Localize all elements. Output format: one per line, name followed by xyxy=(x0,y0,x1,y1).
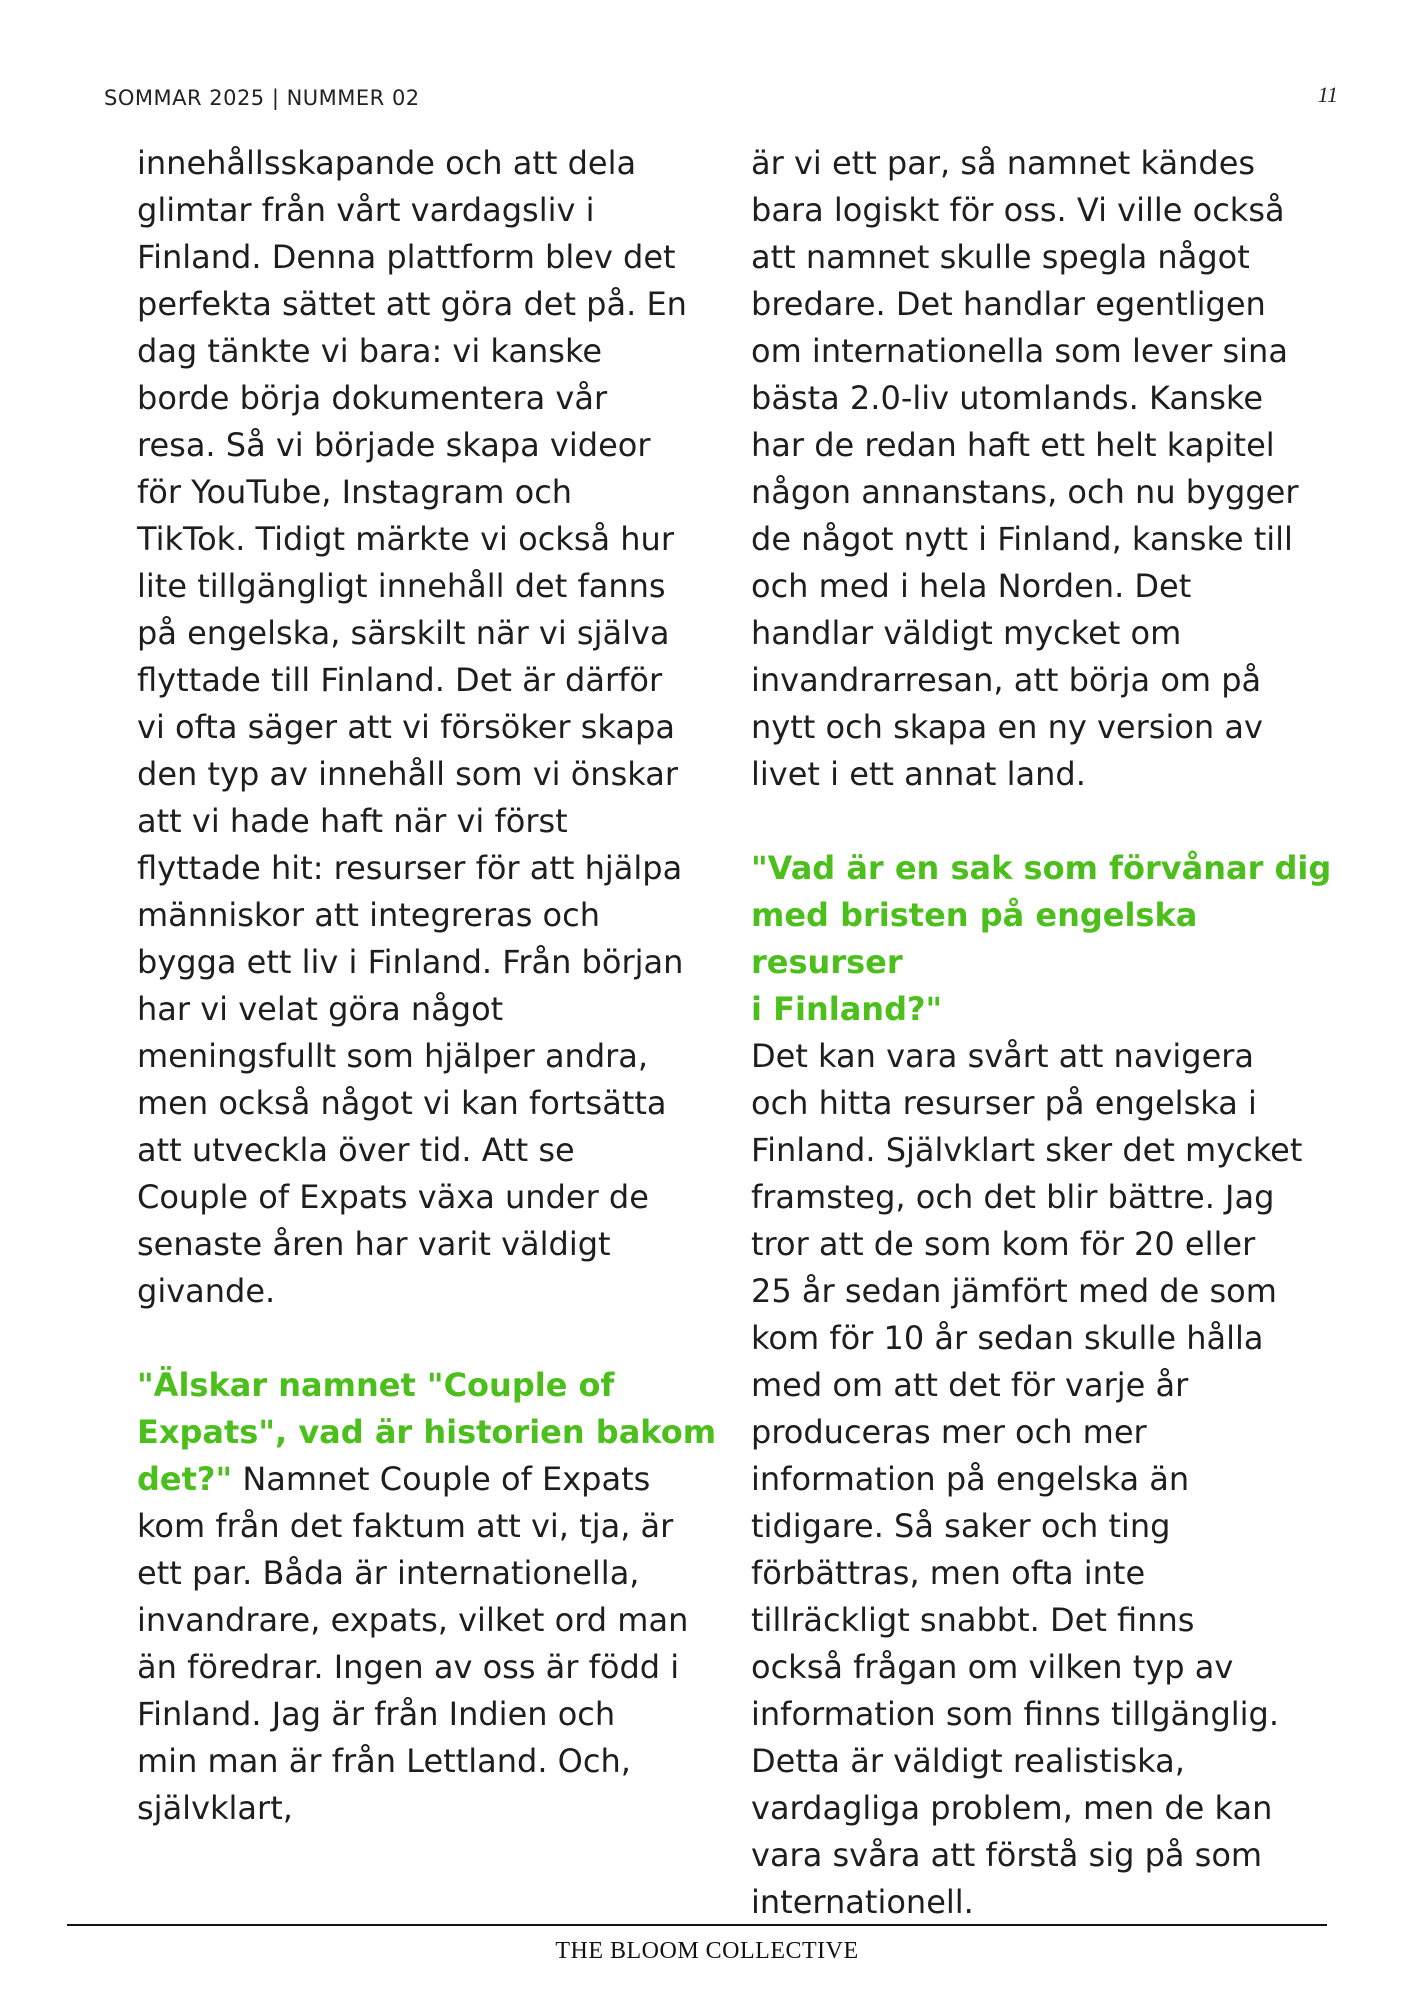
text-line: bredare. Det handlar egentligen xyxy=(751,285,1266,323)
text-line: vardagliga problem, men de kan xyxy=(751,1789,1273,1827)
text-line: handlar väldigt mycket om xyxy=(751,614,1182,652)
question-heading: med bristen på engelska resurser xyxy=(751,896,1198,981)
text-line: borde börja dokumentera vår xyxy=(137,379,608,417)
text-line: bygga ett liv i Finland. Från början xyxy=(137,943,684,981)
right-column xyxy=(751,140,1333,1926)
left-column xyxy=(137,140,719,1832)
text-line: vi ofta säger att vi försöker skapa xyxy=(137,708,675,746)
question-answer-line xyxy=(137,1456,719,1503)
text-line: invandrarresan, att börja om på xyxy=(751,661,1262,699)
text-line: någon annanstans, och nu bygger xyxy=(751,473,1299,511)
text-line: information på engelska än xyxy=(751,1460,1190,1498)
paragraph-gap xyxy=(137,1315,719,1362)
text-line: människor att integreras och xyxy=(137,896,600,934)
text-line: kom från det faktum att vi, tja, är xyxy=(137,1507,674,1545)
text-line: internationell. xyxy=(751,1883,974,1921)
question-heading: Expats", vad är historien bakom xyxy=(137,1413,717,1451)
text-line: tillräckligt snabbt. Det finns xyxy=(751,1601,1195,1639)
text-line: de något nytt i Finland, kanske till xyxy=(751,520,1293,558)
text-line: Det kan vara svårt att navigera xyxy=(751,1037,1255,1075)
text-line: givande. xyxy=(137,1272,276,1310)
text-line: 25 år sedan jämfört med de som xyxy=(751,1272,1277,1310)
text-line: och hitta resurser på engelska i xyxy=(751,1084,1257,1122)
text-line: att vi hade haft när vi först xyxy=(137,802,568,840)
issue-label: SOMMAR 2025 | NUMMER 02 xyxy=(104,86,420,110)
text-line: livet i ett annat land. xyxy=(751,755,1086,793)
text-line: senaste åren har varit väldigt xyxy=(137,1225,611,1263)
text-line: är vi ett par, så namnet kändes xyxy=(751,144,1256,182)
text-line: att namnet skulle spegla något xyxy=(751,238,1250,276)
text-line: men också något vi kan fortsätta xyxy=(137,1084,667,1122)
text-line: Finland. Självklart sker det mycket xyxy=(751,1131,1303,1169)
question-heading: det?" xyxy=(137,1460,233,1498)
question-heading: "Vad är en sak som förvånar dig xyxy=(751,849,1332,887)
text-line: bästa 2.0-liv utomlands. Kanske xyxy=(751,379,1263,417)
text-line: meningsfullt som hjälper andra, xyxy=(137,1037,649,1075)
text-line: information som finns tillgänglig. xyxy=(751,1695,1280,1733)
text-line: TikTok. Tidigt märkte vi också hur xyxy=(137,520,674,558)
text-line: att utveckla över tid. Att se xyxy=(137,1131,575,1169)
text-line: Couple of Expats växa under de xyxy=(137,1178,649,1216)
publication-name: THE BLOOM COLLECTIVE xyxy=(555,1938,859,1964)
text-line: kom för 10 år sedan skulle hålla xyxy=(751,1319,1264,1357)
text-line: glimtar från vårt vardagsliv i xyxy=(137,191,595,229)
right-interview-block xyxy=(751,845,1333,1926)
question-heading: i Finland?" xyxy=(751,990,943,1028)
answer-start: Namnet Couple of Expats xyxy=(232,1460,651,1498)
text-line: tidigare. Så saker och ting xyxy=(751,1507,1171,1545)
text-line: bara logiskt för oss. Vi ville också xyxy=(751,191,1285,229)
text-line: på engelska, särskilt när vi själva xyxy=(137,614,670,652)
text-line: självklart, xyxy=(137,1789,293,1827)
text-line: har vi velat göra något xyxy=(137,990,504,1028)
page-number: 11 xyxy=(1317,82,1338,107)
text-line: min man är från Lettland. Och, xyxy=(137,1742,631,1780)
text-line: nytt och skapa en ny version av xyxy=(751,708,1263,746)
question-heading: "Älskar namnet "Couple of xyxy=(137,1366,615,1404)
text-line: framsteg, och det blir bättre. Jag xyxy=(751,1178,1275,1216)
left-interview-block xyxy=(137,1362,719,1832)
text-line: för YouTube, Instagram och xyxy=(137,473,573,511)
text-line: lite tillgängligt innehåll det fanns xyxy=(137,567,666,605)
text-line: än föredrar. Ingen av oss är född i xyxy=(137,1648,680,1686)
text-line: om internationella som lever sina xyxy=(751,332,1288,370)
text-line: innehållsskapande och att dela xyxy=(137,144,637,182)
text-line: vara svåra att förstå sig på som xyxy=(751,1836,1263,1874)
footer-divider xyxy=(67,1924,1327,1926)
text-line: Finland. Denna plattform blev det xyxy=(137,238,676,276)
text-line: Finland. Jag är från Indien och xyxy=(137,1695,616,1733)
text-line: och med i hela Norden. Det xyxy=(751,567,1192,605)
text-line: med om att det för varje år xyxy=(751,1366,1189,1404)
paragraph-gap xyxy=(751,798,1333,845)
text-line: har de redan haft ett helt kapitel xyxy=(751,426,1275,464)
right-paragraph-1 xyxy=(751,140,1333,798)
text-line: invandrare, expats, vilket ord man xyxy=(137,1601,689,1639)
left-paragraph-1 xyxy=(137,140,719,1315)
text-line: tror att de som kom för 20 eller xyxy=(751,1225,1256,1263)
text-line: förbättras, men ofta inte xyxy=(751,1554,1146,1592)
text-line: flyttade hit: resurser för att hjälpa xyxy=(137,849,683,887)
text-line: dag tänkte vi bara: vi kanske xyxy=(137,332,603,370)
text-line: Detta är väldigt realistiska, xyxy=(751,1742,1185,1780)
text-line: resa. Så vi började skapa videor xyxy=(137,426,651,464)
text-line: produceras mer och mer xyxy=(751,1413,1147,1451)
text-line: perfekta sättet att göra det på. En xyxy=(137,285,687,323)
text-line: den typ av innehåll som vi önskar xyxy=(137,755,678,793)
text-line: också frågan om vilken typ av xyxy=(751,1648,1234,1686)
text-line: flyttade till Finland. Det är därför xyxy=(137,661,663,699)
text-line: ett par. Båda är internationella, xyxy=(137,1554,640,1592)
